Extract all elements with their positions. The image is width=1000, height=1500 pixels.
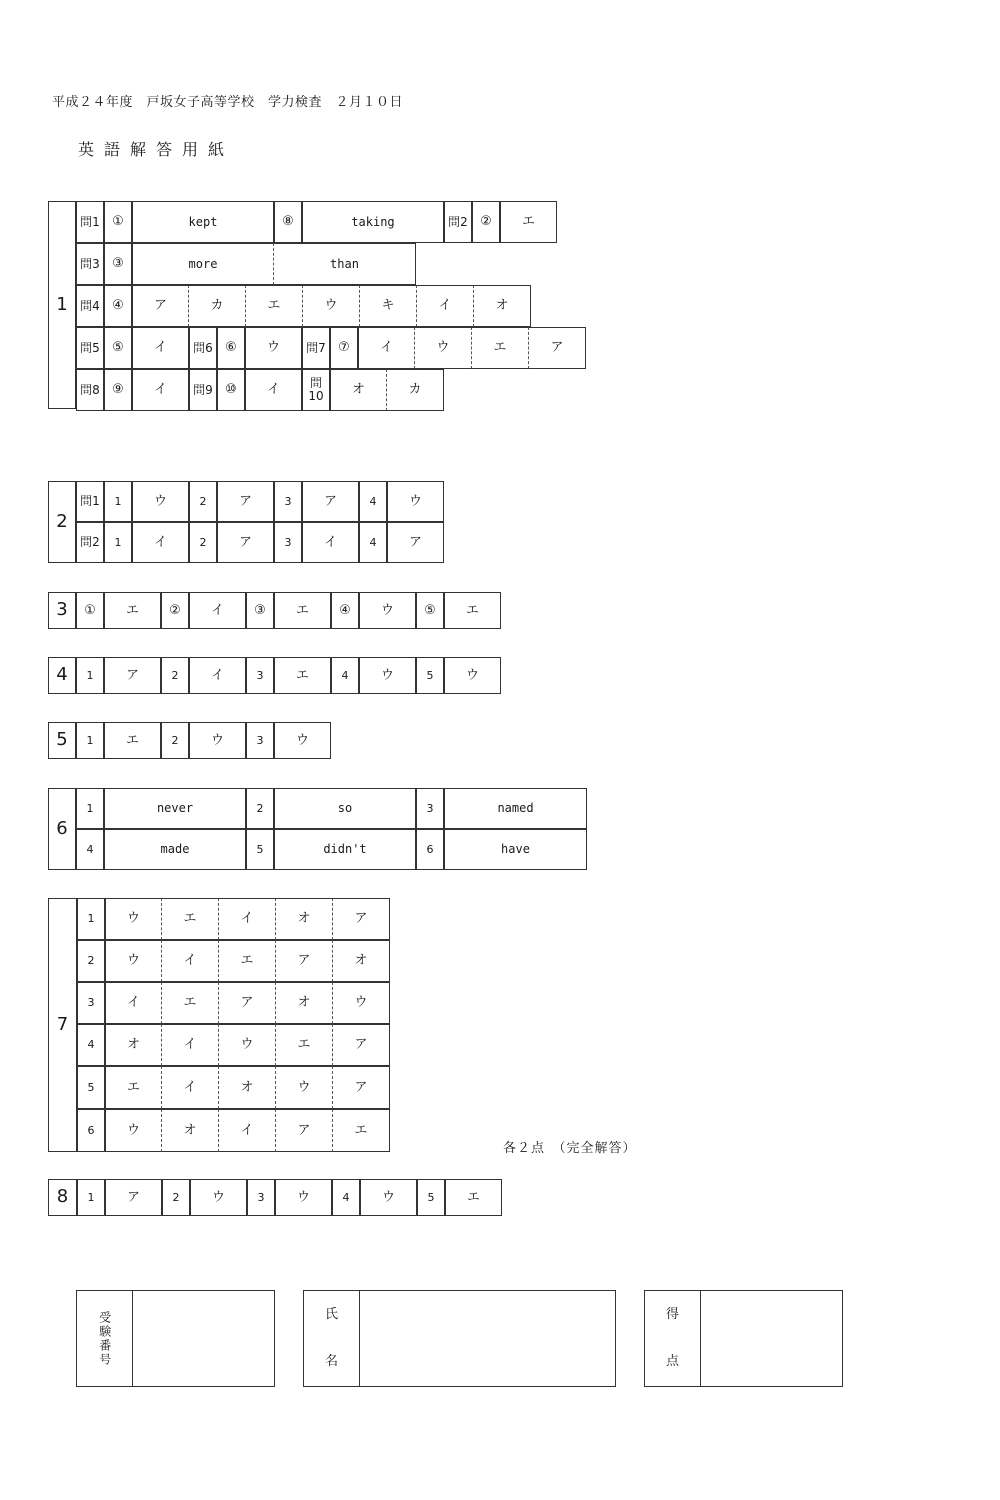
- answer-cell[interactable]: ア: [104, 657, 161, 694]
- answer-cell[interactable]: ア: [529, 327, 586, 369]
- item-mark: ①: [76, 592, 104, 629]
- answer-cell[interactable]: エ: [500, 201, 557, 243]
- item-number: 4: [359, 481, 387, 522]
- answer-cell[interactable]: didn't: [274, 829, 416, 870]
- answer-cell[interactable]: オ: [219, 1066, 276, 1109]
- section-number: 1: [48, 201, 76, 409]
- item-mark: ⑩: [217, 369, 245, 411]
- answer-cell[interactable]: エ: [105, 1066, 162, 1109]
- answer-cell[interactable]: エ: [162, 898, 219, 940]
- item-mark: ⑧: [274, 201, 302, 243]
- item-number: 4: [332, 1179, 360, 1216]
- item-mark: ⑦: [330, 327, 358, 369]
- answer-cell[interactable]: エ: [333, 1109, 390, 1152]
- answer-cell[interactable]: イ: [132, 369, 189, 411]
- answer-cell[interactable]: エ: [219, 940, 276, 982]
- answer-cell[interactable]: ウ: [359, 592, 416, 629]
- item-number: 3: [416, 788, 444, 829]
- question-label: 問2: [76, 522, 104, 563]
- item-number: 3: [246, 657, 274, 694]
- answer-cell[interactable]: イ: [132, 327, 189, 369]
- answer-cell[interactable]: more: [132, 243, 274, 285]
- answer-cell[interactable]: オ: [333, 940, 390, 982]
- answer-cell[interactable]: エ: [246, 285, 303, 327]
- answer-cell[interactable]: ア: [219, 982, 276, 1024]
- name-label-1: 氏: [324, 1306, 338, 1322]
- exam-number-label: 受験番号: [76, 1290, 133, 1387]
- item-mark: ②: [472, 201, 500, 243]
- item-number: 1: [104, 522, 132, 563]
- item-number: 6: [77, 1109, 105, 1152]
- answer-cell[interactable]: エ: [472, 327, 529, 369]
- answer-cell[interactable]: so: [274, 788, 416, 829]
- item-number: 3: [247, 1179, 275, 1216]
- answer-cell[interactable]: ウ: [415, 327, 472, 369]
- item-number: 1: [76, 657, 104, 694]
- item-number: 5: [77, 1066, 105, 1109]
- answer-cell[interactable]: ウ: [219, 1024, 276, 1066]
- answer-cell[interactable]: イ: [162, 1066, 219, 1109]
- section-number: 4: [48, 657, 76, 694]
- answer-cell[interactable]: イ: [219, 898, 276, 940]
- answer-cell[interactable]: イ: [105, 982, 162, 1024]
- question-label: 問1: [76, 481, 104, 522]
- answer-cell[interactable]: イ: [245, 369, 302, 411]
- answer-cell[interactable]: made: [104, 829, 246, 870]
- item-number: 4: [77, 1024, 105, 1066]
- item-mark: ③: [104, 243, 132, 285]
- answer-cell[interactable]: ウ: [274, 722, 331, 759]
- answer-cell[interactable]: ア: [217, 481, 274, 522]
- answer-cell[interactable]: イ: [189, 592, 246, 629]
- item-number: 5: [416, 657, 444, 694]
- answer-cell[interactable]: have: [444, 829, 587, 870]
- item-number: 5: [417, 1179, 445, 1216]
- answer-cell[interactable]: エ: [445, 1179, 502, 1216]
- item-number: 3: [274, 522, 302, 563]
- answer-cell[interactable]: ウ: [245, 327, 302, 369]
- answer-cell[interactable]: ウ: [303, 285, 360, 327]
- item-number: 1: [76, 722, 104, 759]
- answer-cell[interactable]: ウ: [132, 481, 189, 522]
- answer-cell[interactable]: イ: [189, 657, 246, 694]
- question-label: 問10: [302, 369, 330, 411]
- answer-cell[interactable]: イ: [219, 1109, 276, 1152]
- answer-cell[interactable]: オ: [276, 982, 333, 1024]
- answer-cell[interactable]: ア: [132, 285, 189, 327]
- item-mark: ②: [161, 592, 189, 629]
- question-label: 問3: [76, 243, 104, 285]
- item-number: 5: [246, 829, 274, 870]
- answer-cell[interactable]: ア: [276, 940, 333, 982]
- answer-cell[interactable]: エ: [274, 592, 331, 629]
- section-number: 5: [48, 722, 76, 759]
- answer-cell[interactable]: カ: [189, 285, 246, 327]
- question-label: 問9: [189, 369, 217, 411]
- item-number: 2: [77, 940, 105, 982]
- item-number: 2: [162, 1179, 190, 1216]
- item-mark: ⑤: [104, 327, 132, 369]
- score-label-2: 点: [665, 1354, 679, 1370]
- item-number: 6: [416, 829, 444, 870]
- item-number: 4: [76, 829, 104, 870]
- item-number: 3: [246, 722, 274, 759]
- answer-cell[interactable]: オ: [276, 898, 333, 940]
- answer-cell[interactable]: イ: [358, 327, 415, 369]
- answer-cell[interactable]: イ: [162, 1024, 219, 1066]
- answer-cell[interactable]: ウ: [105, 940, 162, 982]
- item-number: 2: [246, 788, 274, 829]
- question-label: 問5: [76, 327, 104, 369]
- answer-cell[interactable]: ア: [276, 1109, 333, 1152]
- name-label: [303, 1290, 360, 1387]
- answer-cell[interactable]: never: [104, 788, 246, 829]
- sheet-title: 英語解答用紙: [78, 140, 235, 159]
- answer-cell[interactable]: ア: [217, 522, 274, 563]
- score-field[interactable]: [701, 1290, 843, 1387]
- answer-cell[interactable]: ウ: [360, 1179, 417, 1216]
- answer-cell[interactable]: named: [444, 788, 587, 829]
- answer-cell[interactable]: エ: [444, 592, 501, 629]
- answer-cell[interactable]: イ: [162, 940, 219, 982]
- item-mark: ③: [246, 592, 274, 629]
- answer-cell[interactable]: ウ: [189, 722, 246, 759]
- answer-cell[interactable]: エ: [104, 592, 161, 629]
- question-label: 問6: [189, 327, 217, 369]
- item-number: 4: [331, 657, 359, 694]
- question-label: 問7: [302, 327, 330, 369]
- item-number: 2: [189, 481, 217, 522]
- answer-cell[interactable]: カ: [387, 369, 444, 411]
- answer-cell[interactable]: ア: [333, 898, 390, 940]
- answer-cell[interactable]: イ: [417, 285, 474, 327]
- answer-cell[interactable]: エ: [274, 657, 331, 694]
- item-number: 1: [77, 1179, 105, 1216]
- item-number: 1: [76, 788, 104, 829]
- answer-cell[interactable]: ウ: [190, 1179, 247, 1216]
- item-number: 2: [161, 657, 189, 694]
- answer-cell[interactable]: ウ: [275, 1179, 332, 1216]
- answer-cell[interactable]: エ: [162, 982, 219, 1024]
- item-number: 1: [104, 481, 132, 522]
- item-mark: ④: [104, 285, 132, 327]
- section-number: 6: [48, 788, 76, 870]
- answer-cell[interactable]: ウ: [359, 657, 416, 694]
- item-mark: ⑤: [416, 592, 444, 629]
- item-mark: ④: [331, 592, 359, 629]
- item-number: 2: [161, 722, 189, 759]
- item-number: 3: [77, 982, 105, 1024]
- exam-number-field[interactable]: [133, 1290, 275, 1387]
- question-label: 問1: [76, 201, 104, 243]
- section-number: 7: [48, 898, 77, 1152]
- question-label: 問4: [76, 285, 104, 327]
- answer-cell[interactable]: ウ: [333, 982, 390, 1024]
- question-label: 問8: [76, 369, 104, 411]
- item-number: 2: [189, 522, 217, 563]
- item-number: 3: [274, 481, 302, 522]
- answer-cell[interactable]: ア: [105, 1179, 162, 1216]
- answer-cell[interactable]: ウ: [105, 1109, 162, 1152]
- answer-cell[interactable]: オ: [330, 369, 387, 411]
- answer-cell[interactable]: エ: [104, 722, 161, 759]
- answer-cell[interactable]: エ: [276, 1024, 333, 1066]
- score-note: 各２点 （完全解答）: [503, 1141, 637, 1156]
- question-label: 問2: [444, 201, 472, 243]
- answer-cell[interactable]: ウ: [105, 898, 162, 940]
- section-number: 2: [48, 481, 76, 563]
- answer-cell[interactable]: オ: [105, 1024, 162, 1066]
- item-mark: ⑨: [104, 369, 132, 411]
- answer-cell[interactable]: ウ: [444, 657, 501, 694]
- answer-cell[interactable]: ア: [333, 1066, 390, 1109]
- answer-cell[interactable]: イ: [302, 522, 359, 563]
- answer-cell[interactable]: taking: [302, 201, 444, 243]
- section-number: 3: [48, 592, 76, 629]
- answer-cell[interactable]: ア: [333, 1024, 390, 1066]
- score-label: [644, 1290, 701, 1387]
- item-number: 4: [359, 522, 387, 563]
- answer-cell[interactable]: キ: [360, 285, 417, 327]
- name-field[interactable]: [360, 1290, 616, 1387]
- answer-cell[interactable]: イ: [132, 522, 189, 563]
- section-number: 8: [48, 1179, 77, 1216]
- item-mark: ⑥: [217, 327, 245, 369]
- answer-cell[interactable]: ウ: [387, 481, 444, 522]
- answer-cell[interactable]: ウ: [276, 1066, 333, 1109]
- answer-cell[interactable]: ア: [302, 481, 359, 522]
- score-label-1: 得: [665, 1306, 679, 1322]
- item-mark: ①: [104, 201, 132, 243]
- exam-header: 平成２４年度 戸坂女子高等学校 学力検査 ２月１０日: [52, 95, 404, 110]
- answer-cell[interactable]: kept: [132, 201, 274, 243]
- answer-cell[interactable]: ア: [387, 522, 444, 563]
- name-label-2: 名: [324, 1354, 338, 1370]
- item-number: 1: [77, 898, 105, 940]
- answer-cell[interactable]: オ: [474, 285, 531, 327]
- answer-cell[interactable]: than: [274, 243, 416, 285]
- answer-cell[interactable]: オ: [162, 1109, 219, 1152]
